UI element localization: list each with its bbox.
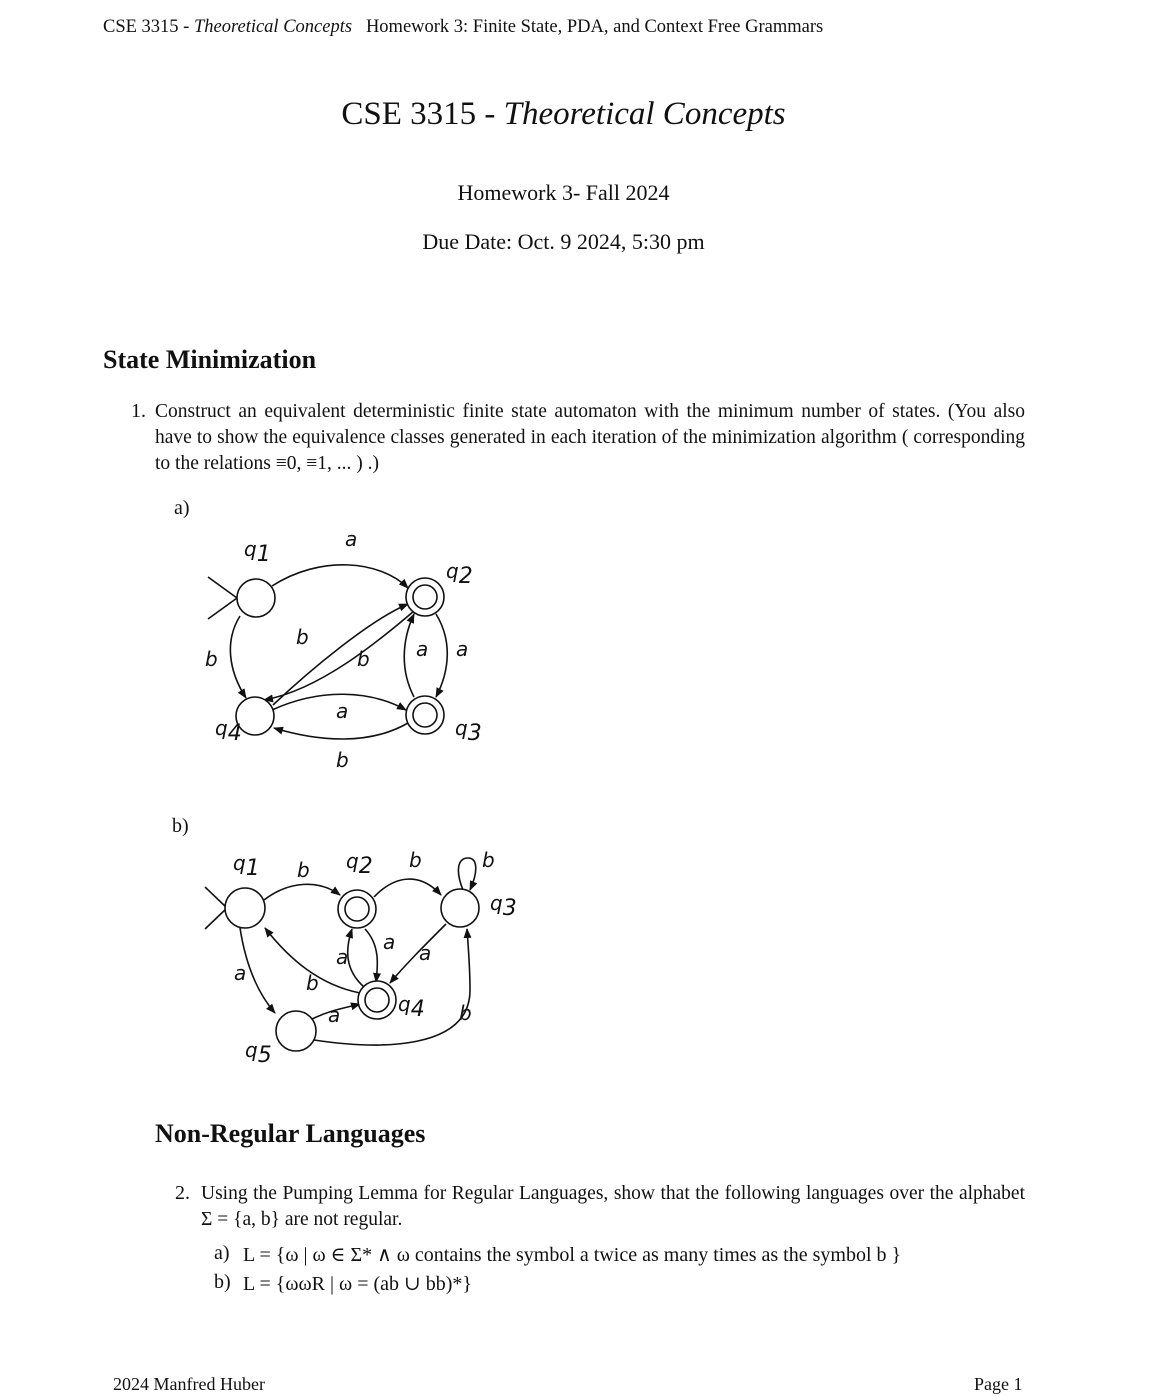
dfa-b-edge-q2-q4 bbox=[365, 929, 377, 982]
due-date: Due Date: Oct. 9 2024, 5:30 pm bbox=[422, 229, 705, 254]
subtitle: Homework 3- Fall 2024 bbox=[457, 180, 670, 205]
dfa-a-tlabel-q2-q4: b bbox=[357, 647, 370, 671]
header-course-italic: Theoretical Concepts bbox=[193, 17, 353, 37]
dfa-b-label-q5: q5 bbox=[245, 1038, 272, 1068]
dfa-b-edge-q1-q2 bbox=[264, 884, 340, 900]
dfa-b-edge-q3-loop bbox=[458, 858, 475, 890]
dfa-b-state-q4-accept-ring bbox=[365, 988, 389, 1012]
dfa-a-label-q1: q1 bbox=[244, 537, 271, 567]
dfa-b-tlabel-q1-q2: b bbox=[297, 858, 310, 882]
dfa-a-tlabel-q3-q2: a bbox=[416, 637, 429, 661]
q1-part-b-label: b) bbox=[172, 815, 189, 837]
dfa-a-tlabel-q1-q2: a bbox=[345, 527, 358, 551]
footer-copyright: 2024 Manfred Huber bbox=[113, 1374, 265, 1394]
dfa-b-tlabel-q5-q4: a bbox=[328, 1003, 341, 1027]
dfa-a-state-q3-accept-ring bbox=[413, 703, 437, 727]
dfa-a-edge-q4-q2 bbox=[273, 604, 408, 705]
dfa-b-tlabel-q1-q5: a bbox=[234, 961, 247, 985]
footer-page-number: Page 1 bbox=[974, 1374, 1023, 1394]
title-italic: Theoretical Concepts bbox=[503, 96, 786, 132]
dfa-a-edge-q3-q2 bbox=[404, 614, 414, 697]
dfa-b-tlabel-q3-q4: a bbox=[419, 941, 432, 965]
dfa-b-label-q4: q4 bbox=[398, 992, 425, 1022]
dfa-b-start-arrow bbox=[205, 887, 227, 929]
q2-text: Using the Pumping Lemma for Regular Languages, show that the following languages over the alphabet Σ = {a, b} are not regular. bbox=[201, 1183, 1025, 1230]
dfa-a bbox=[205, 527, 482, 772]
dfa-a-edge-q2-q4 bbox=[264, 611, 414, 700]
dfa-a-label-q4: q4 bbox=[215, 716, 242, 746]
dfa-a-tlabel-q2-q3: a bbox=[456, 637, 469, 661]
dfa-b-tlabel-q2-q4: a bbox=[383, 930, 396, 954]
title-prefix: CSE 3315 - bbox=[341, 96, 504, 132]
dfa-a-tlabel-q1-q4: b bbox=[205, 647, 218, 671]
q1-rel0: ≡0 bbox=[275, 453, 297, 474]
dfa-a-tlabel-q3-q4: b bbox=[336, 748, 349, 772]
q2-part-a-label: a) bbox=[214, 1242, 230, 1264]
q2-number: 2. bbox=[175, 1182, 190, 1204]
dfa-a-label-q2: q2 bbox=[446, 559, 473, 589]
dfa-b-edge-q2-q3 bbox=[374, 879, 441, 897]
dfa-b-edge-q4-q2 bbox=[348, 929, 364, 987]
q1-text-a: Construct an equivalent deterministic finite state automaton with the minimum number of states. (You also have to show the equivalence classes generated in each iteration of the minimization algorithm ( corresponding to the relations bbox=[155, 401, 1025, 474]
dfa-a-edge-q3-q4 bbox=[274, 723, 408, 739]
dfa-a-edge-q2-q3 bbox=[436, 614, 447, 697]
dfa-a-tlabel-q4-q3: a bbox=[336, 699, 349, 723]
dfa-b-state-q3 bbox=[441, 889, 479, 927]
section-state-minimization: State Minimization bbox=[103, 345, 317, 374]
dfa-b-state-q1 bbox=[225, 888, 265, 928]
dfa-b-label-q2: q2 bbox=[346, 849, 373, 879]
dfa-b-tlabel-q3-loop: b bbox=[482, 848, 495, 872]
dfa-a-edge-q1-q4 bbox=[230, 616, 246, 698]
dfa-a-state-q2-accept-ring bbox=[413, 585, 437, 609]
dfa-a-edge-q1-q2 bbox=[272, 565, 408, 588]
dfa-b-tlabel-q5-q3: b bbox=[459, 1001, 472, 1025]
q1-text: Construct an equivalent deterministic finite state automaton with the minimum number of states. (You also have to show the equivalence classes generated in each iteration of the minimization algorithm ( corresponding to the relations ≡0, ≡1, ... ) .) bbox=[155, 401, 1025, 474]
q1-number: 1. bbox=[131, 400, 146, 422]
q2-part-b-text: L = {ωωR | ω = (ab ∪ bb)*} bbox=[243, 1273, 473, 1295]
dfa-b-tlabel-q4-q2: a bbox=[336, 945, 349, 969]
dfa-a-state-q1 bbox=[237, 579, 275, 617]
q2-part-a-text: L = {ω | ω ∈ Σ* ∧ ω contains the symbol a twice as many times as the symbol b } bbox=[243, 1244, 902, 1266]
dfa-b-tlabel-q2-q3: b bbox=[409, 848, 422, 872]
q2-part-b-label: b) bbox=[214, 1271, 231, 1293]
dfa-b-edge-q3-q4 bbox=[390, 924, 446, 983]
dfa-a-label-q3: q3 bbox=[455, 716, 482, 746]
header-hw: Homework 3: Finite State, PDA, and Context Free Grammars bbox=[365, 17, 824, 37]
dfa-b-label-q1: q1 bbox=[233, 851, 260, 881]
dfa-b-state-q5 bbox=[276, 1011, 316, 1051]
dfa-b-label-q3: q3 bbox=[490, 891, 517, 921]
section-non-regular-languages: Non-Regular Languages bbox=[155, 1119, 426, 1148]
dfa-a-tlabel-q4-q2: b bbox=[296, 625, 309, 649]
dfa-b bbox=[205, 848, 517, 1068]
dfa-b-state-q2-accept-ring bbox=[345, 897, 369, 921]
q1-text-b: , ... ) .) bbox=[327, 453, 380, 474]
q1-part-a-label: a) bbox=[174, 497, 190, 519]
dfa-b-tlabel-q4-q1: b bbox=[306, 971, 319, 995]
dfa-a-start-arrow bbox=[208, 577, 237, 619]
header-course: CSE 3315 - bbox=[103, 17, 194, 37]
q1-rel1: ≡1 bbox=[306, 453, 328, 474]
